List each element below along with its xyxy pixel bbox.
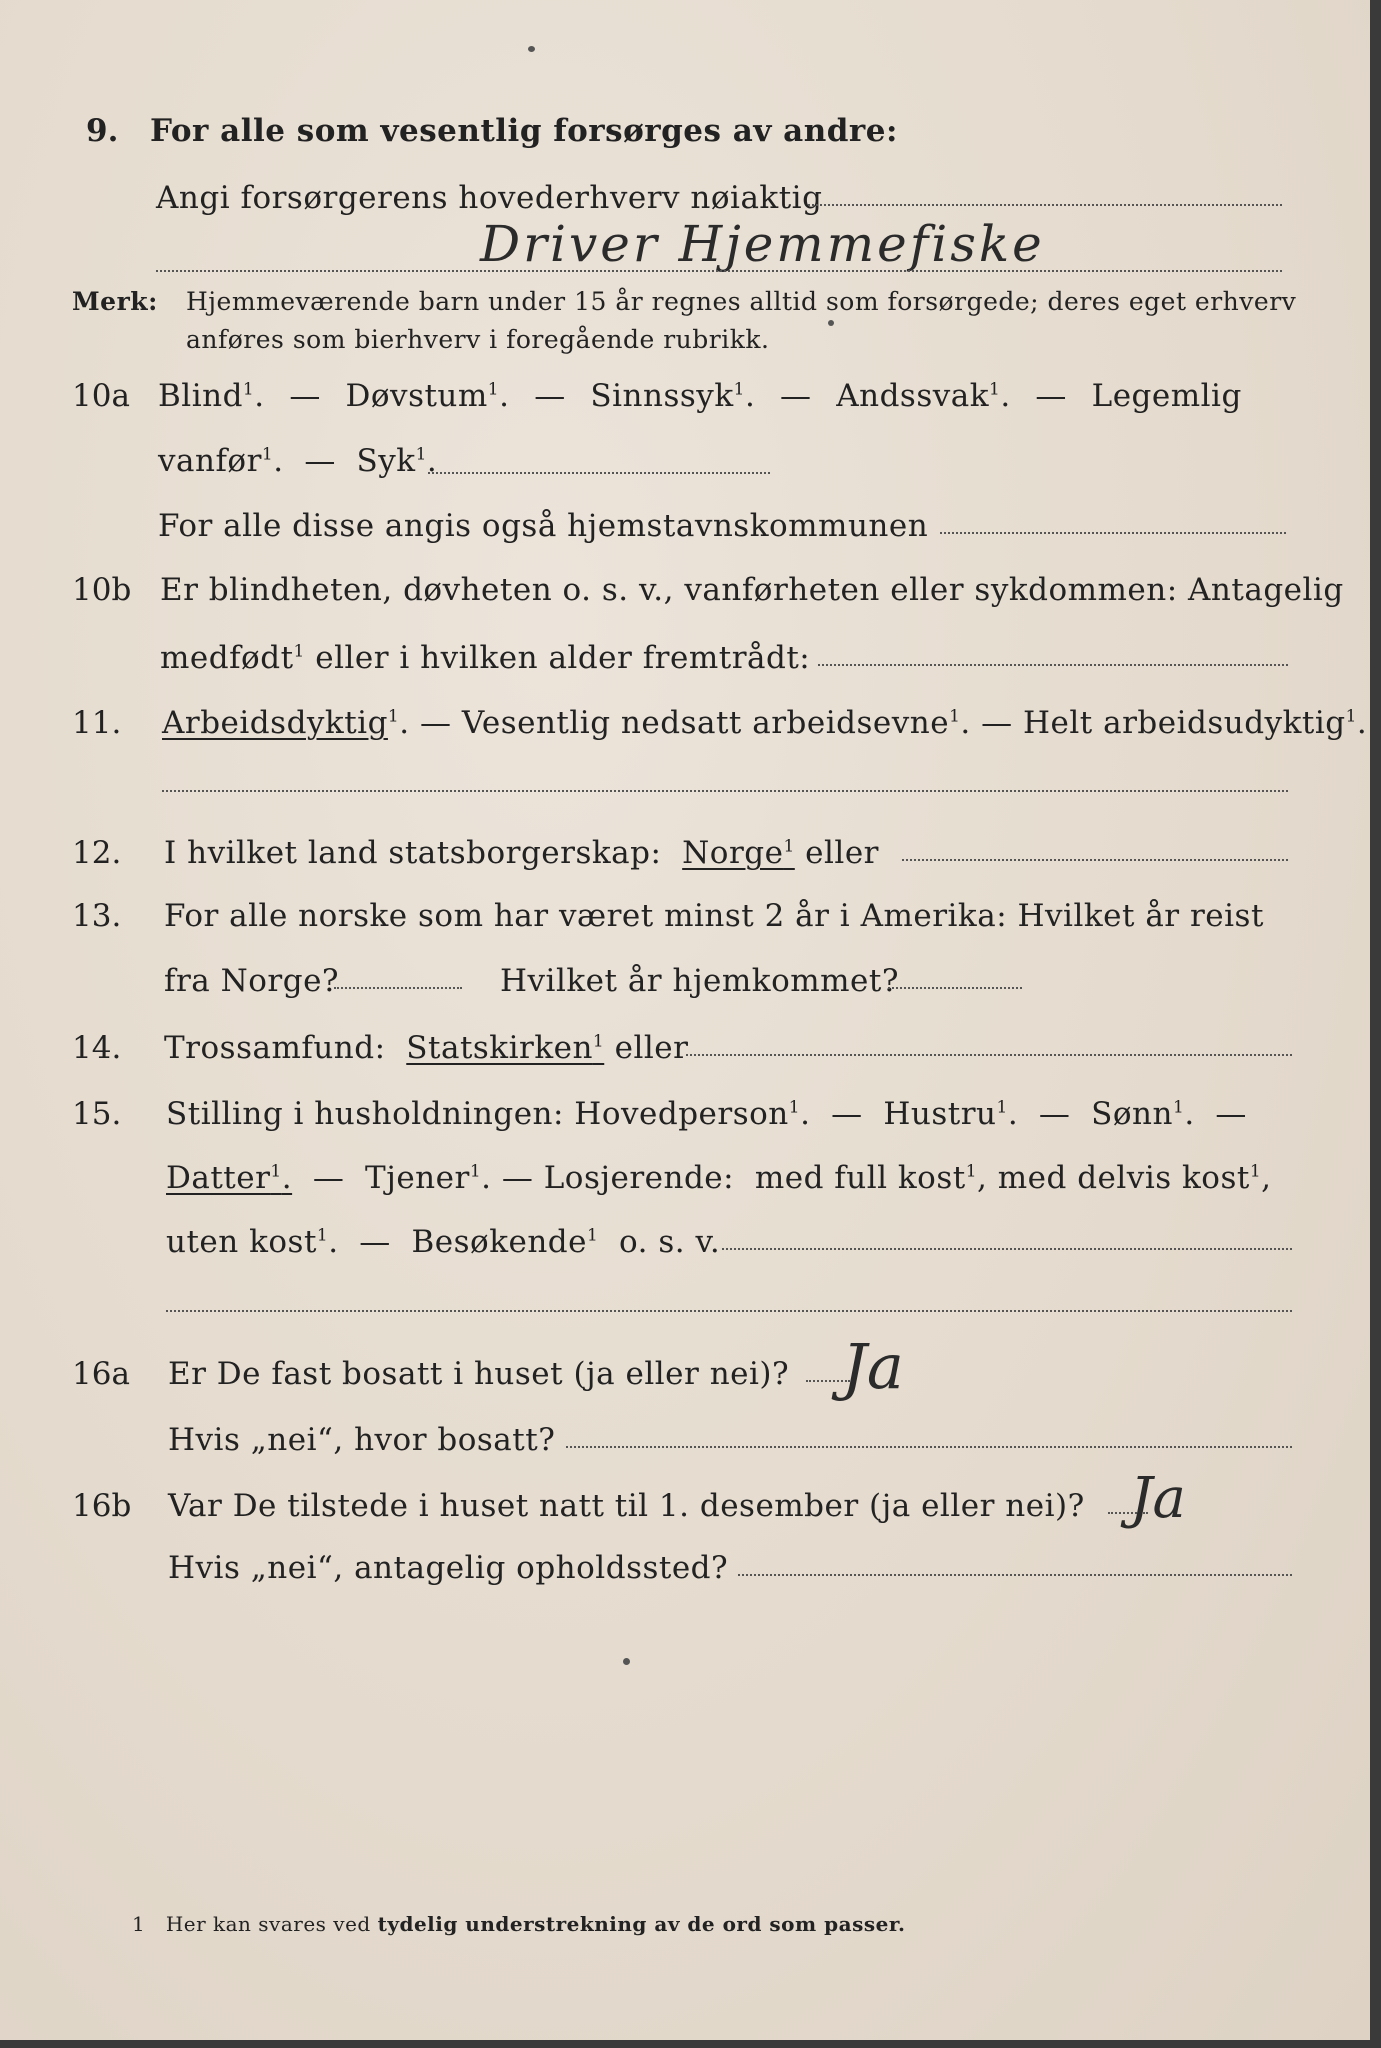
- q16a-handwritten-answer: Ja: [842, 1330, 904, 1403]
- q9-title: For alle som vesentlig forsørges av andre:: [150, 113, 898, 149]
- q15-line-1: Stilling i husholdningen: Hovedperson$^1$. — Hustru$^1$. — Sønn$^1$. —: [166, 1096, 1247, 1132]
- q16b-line-1: Var De tilstede i huset natt til 1. desember (ja eller nei)?: [168, 1488, 1085, 1524]
- q13-line-2a: fra Norge?: [164, 963, 340, 999]
- q16a-number: 16a: [72, 1356, 130, 1392]
- q9-handwritten-answer: Driver Hjemmefiske: [480, 215, 1045, 273]
- q14-line: Trossamfund: Statskirken$^1$ eller: [164, 1030, 689, 1066]
- q16b-handwritten-answer: Ja: [1130, 1466, 1186, 1531]
- q10b-line-2: medfødt$^1$ eller i hvilken alder fremtrådt:: [160, 640, 811, 676]
- q14-dotted-line: [686, 1054, 1292, 1056]
- q10a-syk-dotted-line: [428, 472, 770, 474]
- q12-line: I hvilket land statsborgerskap: Norge$^1$ eller: [164, 835, 879, 871]
- opt-helt-udyktig: Helt arbeidsudyktig: [1022, 705, 1346, 741]
- q13-line-2b: Hvilket år hjemkommet?: [500, 963, 899, 999]
- q10a-number: 10a: [72, 378, 130, 414]
- q13-line-1: For alle norske som har været minst 2 år i Amerika: Hvilket år reist: [164, 898, 1264, 934]
- q11-number: 11.: [72, 705, 122, 741]
- q15-dotted-line-2: [166, 1310, 1292, 1312]
- q9-number: 9.: [86, 113, 119, 149]
- q12-dotted-line: [902, 859, 1288, 861]
- opt-norge-underlined: Norge$^1$: [682, 835, 795, 871]
- q9-dotted-line: [808, 204, 1282, 206]
- q15-line-2: Datter$^1$. — Tjener$^1$. — Losjerende: med full kost$^1$, med delvis kost$^1$,: [166, 1160, 1272, 1196]
- opt-vesentlig-nedsatt: Vesentlig nedsatt arbeidsevne: [461, 705, 950, 741]
- q16b-line-2: Hvis „nei“, antagelig opholdssted?: [168, 1550, 729, 1586]
- q16b-number: 16b: [72, 1488, 132, 1524]
- q11-line: Arbeidsdyktig$^1$. — Vesentlig nedsatt arbeidsevne$^1$. — Helt arbeidsudyktig$^1$.: [162, 705, 1368, 741]
- opt-datter-underlined: Datter$^1$.: [166, 1160, 293, 1196]
- footnote-mark: 1: [132, 1912, 146, 1936]
- opt-syk: Syk: [356, 443, 416, 479]
- q13-number: 13.: [72, 898, 122, 934]
- opt-andssvak: Andssvak: [836, 378, 990, 414]
- opt-sinnssyk: Sinnssyk: [590, 378, 734, 414]
- merk-line-1: Hjemmeværende barn under 15 år regnes alltid som forsørgede; deres eget erhverv: [186, 287, 1297, 316]
- q14-number: 14.: [72, 1030, 122, 1066]
- paper-speck: [528, 46, 535, 52]
- q11-dotted-line: [162, 790, 1288, 792]
- q9-answer-dotted-line: [156, 270, 1282, 272]
- q13-reist-dotted-line: [334, 987, 462, 989]
- opt-vanfor: vanfør: [158, 443, 262, 479]
- q15-dotted-line-1: [722, 1248, 1292, 1250]
- q13-hjem-dotted-line: [888, 987, 1022, 989]
- q10b-dotted-line: [818, 664, 1288, 666]
- q16b-opholdssted-dotted-line: [738, 1574, 1292, 1576]
- opt-arbeidsdyktig-underlined: Arbeidsdyktig: [162, 705, 388, 741]
- q16a-line-2: Hvis „nei“, hvor bosatt?: [168, 1422, 556, 1458]
- q10b-line-1: Er blindheten, døvheten o. s. v., vanførheten eller sykdommen: Antagelig: [160, 572, 1344, 608]
- q10a-line-2: vanfør$^1$. — Syk$^1$.: [158, 443, 438, 479]
- q10a-line-1: Blind$^1$. — Døvstum$^1$. — Sinnssyk$^1$. — Andssvak$^1$. — Legemlig: [158, 378, 1242, 414]
- opt-statskirken-underlined: Statskirken$^1$: [406, 1030, 605, 1066]
- opt-blind: Blind: [158, 378, 243, 414]
- footnote: 1 Her kan svares ved tydelig understrekning av de ord som passer.: [132, 1912, 906, 1936]
- opt-legemlig: Legemlig: [1091, 378, 1242, 414]
- q10a-dotted-line: [940, 532, 1286, 534]
- merk-label: Merk:: [72, 287, 158, 316]
- q10b-number: 10b: [72, 572, 132, 608]
- q15-number: 15.: [72, 1096, 122, 1132]
- merk-line-2: anføres som bierhverv i foregående rubrikk.: [186, 325, 770, 354]
- q10a-line-3: For alle disse angis også hjemstavnskommunen: [158, 508, 929, 544]
- q16a-line-1: Er De fast bosatt i huset (ja eller nei)?: [168, 1356, 790, 1392]
- paper-speck: [828, 320, 834, 326]
- q15-line-3: uten kost$^1$. — Besøkende$^1$ o. s. v.: [166, 1224, 721, 1260]
- q9-line: Angi forsørgerens hovederhverv nøiaktig: [156, 180, 823, 216]
- q12-number: 12.: [72, 835, 122, 871]
- q16a-bosatt-dotted-line: [566, 1446, 1292, 1448]
- paper-speck: [623, 1658, 630, 1665]
- opt-dovstum: Døvstum: [345, 378, 488, 414]
